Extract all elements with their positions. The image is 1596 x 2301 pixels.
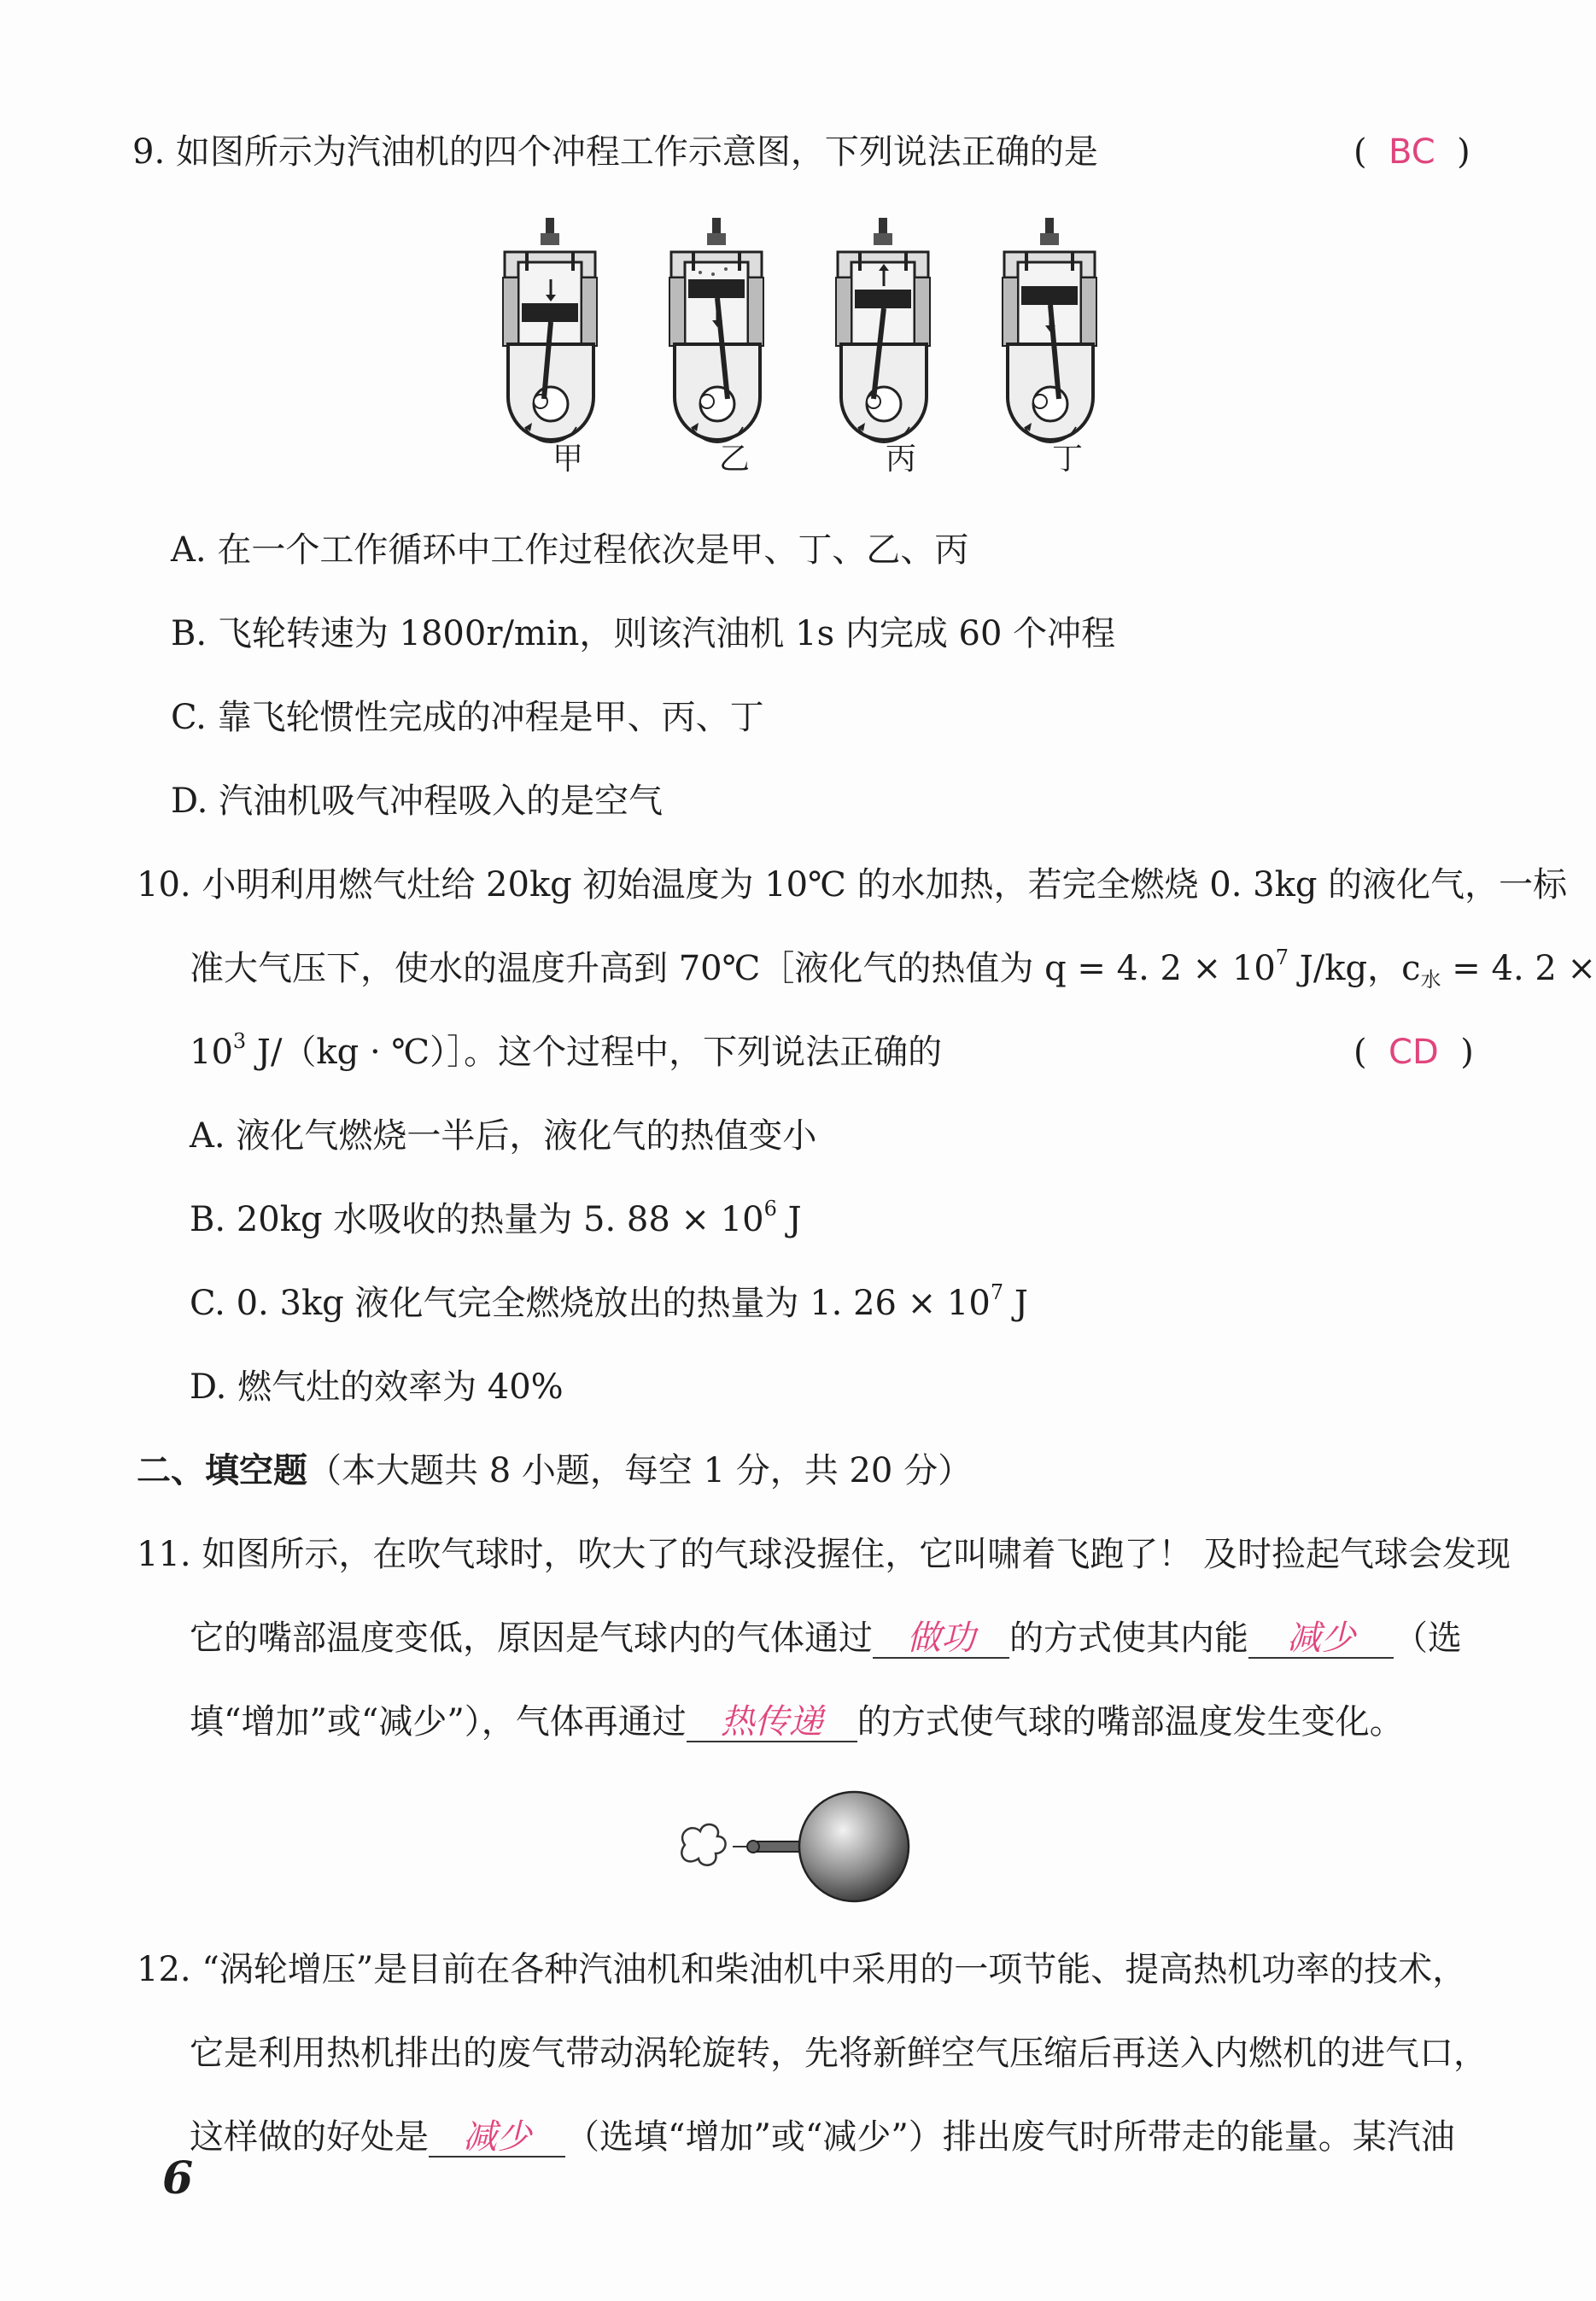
- q9-option-a: A. 在一个工作循环中工作过程依次是甲、丁、乙、丙: [171, 530, 969, 570]
- q11-line1: 11. 如图所示，在吹气球时，吹大了的气球没握住，它叫啸着飞跑了！ 及时捡起气球会发现: [137, 1535, 1511, 1574]
- q10-option-b: B. 20kg 水吸收的热量为 5. $88 \times 10^6$ J: [190, 1197, 802, 1239]
- q10-line2: 准大气压下，使水的温度升高到 70℃［液化气的热值为 q = 4. $2 \times 10^7$ J/kg，$c_水 = 4$. 2 ×: [190, 946, 1596, 992]
- q11-blank2[interactable]: 减少: [1248, 1619, 1394, 1659]
- q11-line3: 填“增加”或“减少”），气体再通过 热传递 的方式使气球的嘴部温度发生变化。: [190, 1702, 1404, 1742]
- page-number: 6: [162, 2152, 194, 2204]
- q10-option-c: C. 0. 3kg 液化气完全燃烧放出的热量为 1. $26 \times 10^7$ J: [190, 1280, 1028, 1323]
- q10-option-a: A. 液化气燃烧一半后，液化气的热值变小: [190, 1116, 817, 1156]
- section-note: （本大题共 8 小题，每空 1 分，共 20 分）: [307, 1451, 973, 1490]
- q9-option-c: C. 靠飞轮惯性完成的冲程是甲、丙、丁: [171, 698, 764, 737]
- q12-line3: 这样做的好处是 减少 （选填“增加”或“减少”）排出废气时所带走的能量。某汽油: [190, 2117, 1455, 2157]
- q12-blank1[interactable]: 减少: [429, 2118, 565, 2158]
- q10-answer: CD: [1388, 1033, 1439, 1072]
- q11-line2: 它的嘴部温度变低，原因是气球内的气体通过 做功 的方式使其内能 减少 （选: [190, 1619, 1462, 1658]
- q11-blank1[interactable]: 做功: [873, 1619, 1009, 1659]
- q10-line3: $10^3$ J/（kg · ℃）］。这个过程中，下列说法正确的: [190, 1029, 943, 1072]
- q9-option-d: D. 汽油机吸气冲程吸入的是空气: [171, 782, 664, 821]
- section-heading: [137, 1449, 972, 1493]
- q10-option-d: D. 燃气灶的效率为 40%: [190, 1367, 564, 1407]
- q12-line2: 它是利用热机排出的废气带动涡轮旋转，先将新鲜空气压缩后再送入内燃机的进气口，: [190, 2034, 1488, 2073]
- q10-answer-bracket: ( CD ): [1353, 1033, 1474, 1072]
- q11-blank3[interactable]: 热传递: [687, 1703, 857, 1742]
- engine-label-ding: 丁: [1051, 442, 1083, 477]
- q9-option-b: B. 飞轮转速为 1800r/min，则该汽油机 1s 内完成 60 个冲程: [171, 614, 1116, 653]
- q10-line1: 10. 小明利用燃气灶给 20kg 初始温度为 10℃ 的水加热，若完全燃烧 0. 3kg 的液化气，一标: [137, 865, 1568, 905]
- balloon-figure: [675, 1785, 922, 1913]
- engine-label-bing: 丙: [885, 442, 916, 477]
- engine-label-jia: 甲: [552, 442, 583, 477]
- q9-answer: BC: [1388, 132, 1435, 172]
- section-title: 二、填空题: [137, 1450, 307, 1490]
- q9-answer-bracket: ( BC ): [1353, 132, 1470, 172]
- engine-label-yi: 乙: [718, 442, 750, 477]
- q9-stem: 9. 如图所示为汽油机的四个冲程工作示意图，下列说法正确的是: [132, 132, 1098, 172]
- q12-line1: 12. “涡轮增压”是目前在各种汽油机和柴油机中采用的一项节能、提高热机功率的技术，: [137, 1950, 1467, 1989]
